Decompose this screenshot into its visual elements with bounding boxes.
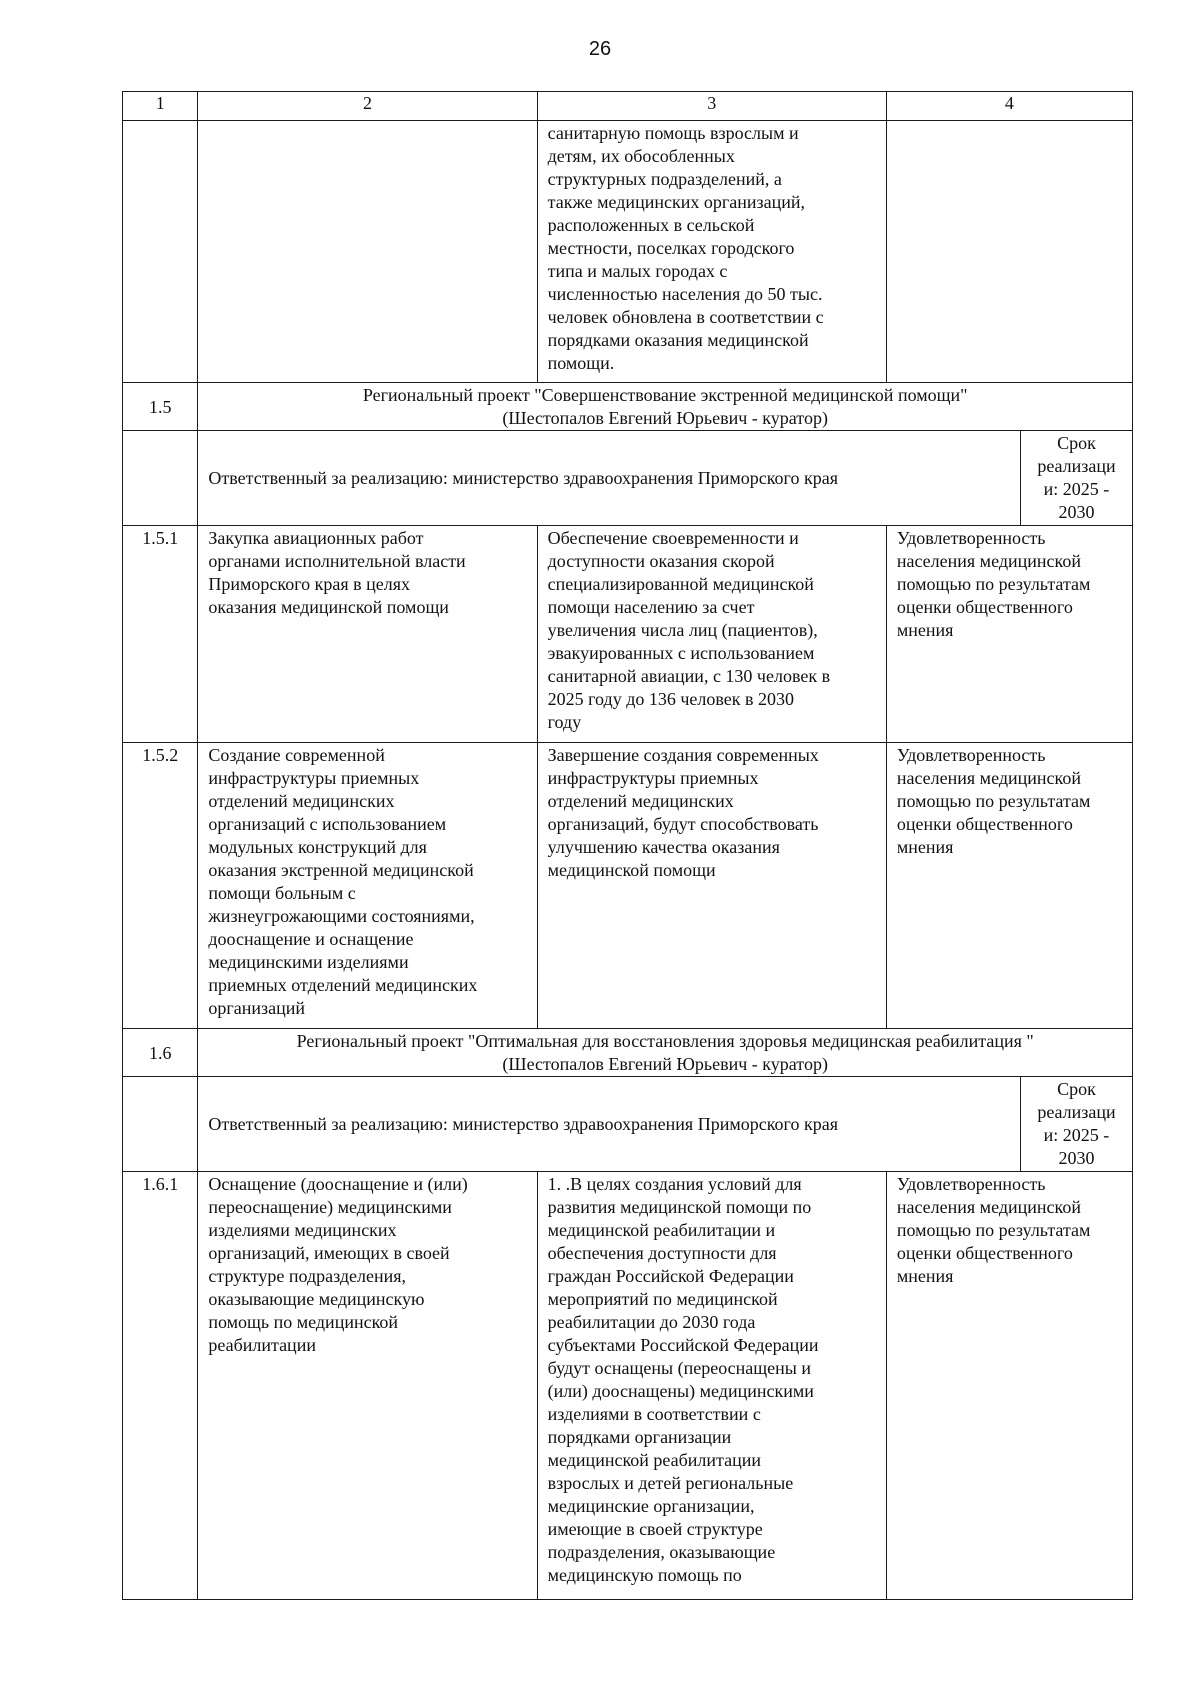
cell-result: санитарную помощь взрослым и детям, их обособленных структурных подразделений, а также медицинских организаций, расположенных в сельской местности, поселках городского типа и малых городах с численностью населения до 50 тыс. человек обновлена в соответствии с порядками оказания медицинской помощи. (537, 121, 886, 383)
header-col-4: 4 (886, 92, 1132, 121)
header-col-3: 3 (537, 92, 886, 121)
table-header-row (123, 92, 1133, 121)
cell-empty (123, 1077, 198, 1172)
cell-indicator: Удовлетворенность населения медицинской помощью по результатам оценки общественного мнения (886, 743, 1132, 1029)
cell-indicator: Удовлетворенность населения медицинской помощью по результатам оценки общественного мнения (886, 1172, 1132, 1600)
cell-result: Завершение создания современных инфраструктуры приемных отделений медицинских организаций, будут способствовать улучшению качества оказания медицинской помощи (537, 743, 886, 1029)
table-row-continuation (123, 121, 1133, 383)
cell-result: Обеспечение своевременности и доступности оказания скорой специализированной медицинской помощи населению за счет увеличения числа лиц (пациентов), эвакуированных с использованием санитарной авиации, с 130 человек в 2025 году до 136 человек в 2030 году (537, 526, 886, 743)
table-row-project-1-5 (123, 383, 1133, 431)
page-number: 26 (588, 38, 612, 60)
project-title: Региональный проект "Оптимальная для восстановления здоровья медицинская реабилитация " (Шестопалов Евгений Юрьевич - куратор) (198, 1029, 1133, 1077)
table-row-1-5-1 (123, 526, 1133, 743)
responsible-text: Ответственный за реализацию: министерство здравоохранения Приморского края (198, 1077, 1021, 1172)
cell-indicator: Удовлетворенность населения медицинской помощью по результатам оценки общественного мнения (886, 526, 1132, 743)
table-row-project-1-6 (123, 1029, 1133, 1077)
cell-activity: Создание современной инфраструктуры приемных отделений медицинских организаций с использованием модульных конструкций для оказания экстренной медицинской помощи больным с жизнеугрожающими состояниями, дооснащение и оснащение медицинскими изделиями приемных отделений медицинских организаций (198, 743, 537, 1029)
table-row-1-6-1 (123, 1172, 1133, 1600)
table-row-1-5-2 (123, 743, 1133, 1029)
header-col-2: 2 (198, 92, 537, 121)
cell-empty (886, 121, 1132, 383)
cell-empty (123, 431, 198, 526)
responsible-text: Ответственный за реализацию: министерство здравоохранения Приморского края (198, 431, 1021, 526)
implementation-term: Срок реализаци и: 2025 - 2030 (1020, 431, 1132, 526)
implementation-term: Срок реализаци и: 2025 - 2030 (1020, 1077, 1132, 1172)
row-number: 1.6 (123, 1029, 198, 1077)
header-col-1: 1 (123, 92, 198, 121)
row-number: 1.5.2 (123, 743, 198, 1029)
cell-empty (123, 121, 198, 383)
cell-activity: Закупка авиационных работ органами исполнительной власти Приморского края в целях оказания медицинской помощи (198, 526, 537, 743)
cell-activity: Оснащение (дооснащение и (или) переоснащение) медицинскими изделиями медицинских организаций, имеющих в своей структуре подразделения, оказывающие медицинскую помощь по медицинской реабилитации (198, 1172, 537, 1600)
cell-empty (198, 121, 537, 383)
row-number: 1.6.1 (123, 1172, 198, 1600)
table-row-responsible (123, 1077, 1133, 1172)
project-title: Региональный проект "Совершенствование экстренной медицинской помощи" (Шестопалов Евгений Юрьевич - куратор) (198, 383, 1133, 431)
row-number: 1.5 (123, 383, 198, 431)
cell-result: 1. .В целях создания условий для развития медицинской помощи по медицинской реабилитации и обеспечения доступности для граждан Российской Федерации мероприятий по медицинской реабилитации до 2030 года субъектами Российской Федерации будут оснащены (переоснащены и (или) дооснащены) медицинскими изделиями в соответствии с порядками организации медицинской реабилитации взрослых и детей региональные медицинские организации, имеющие в своей структуре подразделения, оказывающие медицинскую помощь по (537, 1172, 886, 1600)
table-row-responsible (123, 431, 1133, 526)
activities-table (122, 91, 1133, 1600)
row-number: 1.5.1 (123, 526, 198, 743)
